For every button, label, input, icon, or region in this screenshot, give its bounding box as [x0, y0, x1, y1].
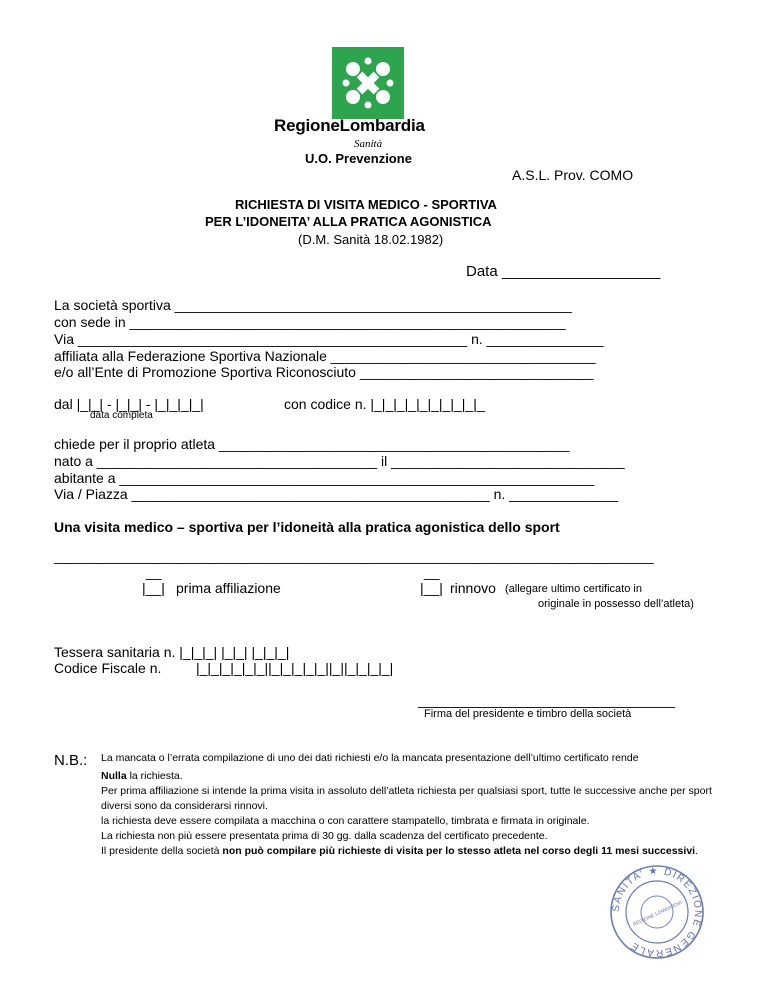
stamp-ring-text: SANITA’ ★ DIREZIONE GENERALE [610, 865, 704, 959]
tessera-field[interactable]: Tessera sanitaria n. |_|_|_| |_|_| |_|_|_| [54, 644, 290, 660]
stamp-inner-text: REGIONE LOMBARDIA [632, 899, 684, 928]
firma-line[interactable]: _________________________________ [418, 692, 675, 708]
note-2: Per prima affiliazione si intende la prima visita in assoluto dell’atleta richiesta per qualsiasi sport, tutte le successive anche per sport diversi sono da considerarsi rinnovi. [101, 785, 712, 812]
cf-field[interactable]: |_|_|_|_|_|_||_|_|_|_|_||_||_|_|_|_| [196, 660, 394, 676]
nato-field[interactable]: nato a ____________________________________ il ______________________________ [54, 453, 625, 469]
codice-field[interactable]: con codice n. |_|_|_|_|_|_|_|_|_|_ [284, 396, 485, 412]
note-5 [101, 844, 713, 859]
rinnovo-checkbox[interactable]: |__| [420, 580, 443, 596]
note-1a: La mancata o l’errata compilazione di uno dei dati richiesti e/o la mancata presentazione dell’ultimo certificato rende [101, 752, 639, 764]
asl-label: A.S.L. Prov. COMO [512, 167, 634, 183]
note-5-start: Il presidente della società [101, 845, 223, 857]
form-title-line1: RICHIESTA DI VISITA MEDICO - SPORTIVA [235, 197, 497, 212]
federazione-field[interactable]: affiliata alla Federazione Sportiva Nazionale __________________________________ [54, 348, 596, 364]
prima-checkbox[interactable]: |__| [142, 580, 165, 596]
cf-label: Codice Fiscale n. [54, 660, 162, 676]
note-1b-bold: Nulla [101, 770, 127, 782]
nb-label: N.B.: [54, 752, 88, 769]
sport-field[interactable]: _____________________________________________________________________________ [54, 548, 654, 564]
ente-field[interactable]: e/o all’Ente di Promozione Sportiva Riconosciuto ______________________________ [54, 364, 594, 380]
piazza-field[interactable]: Via / Piazza ______________________________________________ n. ______________ [54, 486, 619, 502]
unit-label: U.O. Prevenzione [305, 151, 412, 166]
affiliation-date-field[interactable]: dal |_|_| - |_|_| - |_|_|_|_| [54, 396, 204, 412]
rinnovo-checkbox-top: __ [424, 564, 440, 580]
rosa-camuna-icon [332, 47, 404, 119]
brand-name: RegioneLombardia [274, 116, 425, 135]
rinnovo-note-2: originale in possesso dell’atleta) [538, 598, 694, 610]
rinnovo-note-1: (allegare ultimo certificato in [505, 583, 642, 595]
official-stamp-icon [607, 862, 707, 962]
form-title-line2: PER L’IDONEITA’ ALLA PRATICA AGONISTICA [205, 214, 492, 229]
notes-block [101, 751, 713, 859]
note-1b-rest: la richiesta. [126, 770, 183, 782]
note-5-bold: non può compilare più richieste di visita per lo stesso atleta nel corso degli 11 mesi successivi [222, 845, 696, 857]
note-4: La richiesta non più essere presentata prima di 30 gg. dalla scadenza del certificato precedente. [101, 830, 548, 842]
prima-checkbox-top: __ [146, 564, 162, 580]
date-field[interactable]: Data ___________________ [466, 263, 661, 280]
note-1b [101, 769, 713, 784]
decree-reference: (D.M. Sanità 18.02.1982) [298, 232, 444, 247]
rinnovo-label: rinnovo [450, 580, 496, 596]
note-3: la richiesta deve essere compilata a macchina o con carattere stampatello, timbrata e firmata in originale. [101, 815, 590, 827]
societa-field[interactable]: La società sportiva ___________________________________________________ [54, 297, 572, 313]
regione-lombardia-logo [332, 47, 404, 119]
date-caption: data completa [90, 410, 153, 421]
firma-caption: Firma del presidente e timbro della società [424, 708, 632, 720]
via-field[interactable]: Via __________________________________________________ n. _______________ [54, 331, 604, 347]
abitante-field[interactable]: abitante a _____________________________________________________________ [54, 470, 595, 486]
visita-heading: Una visita medico – sportiva per l’idoneità alla pratica agonistica dello sport [54, 519, 560, 535]
atleta-field[interactable]: chiede per il proprio atleta _____________________________________________ [54, 436, 570, 452]
brand-subtitle: Sanità [354, 138, 383, 150]
prima-label: prima affiliazione [176, 580, 281, 596]
sede-field[interactable]: con sede in ________________________________________________________ [54, 314, 566, 330]
note-5-end: . [695, 845, 698, 857]
